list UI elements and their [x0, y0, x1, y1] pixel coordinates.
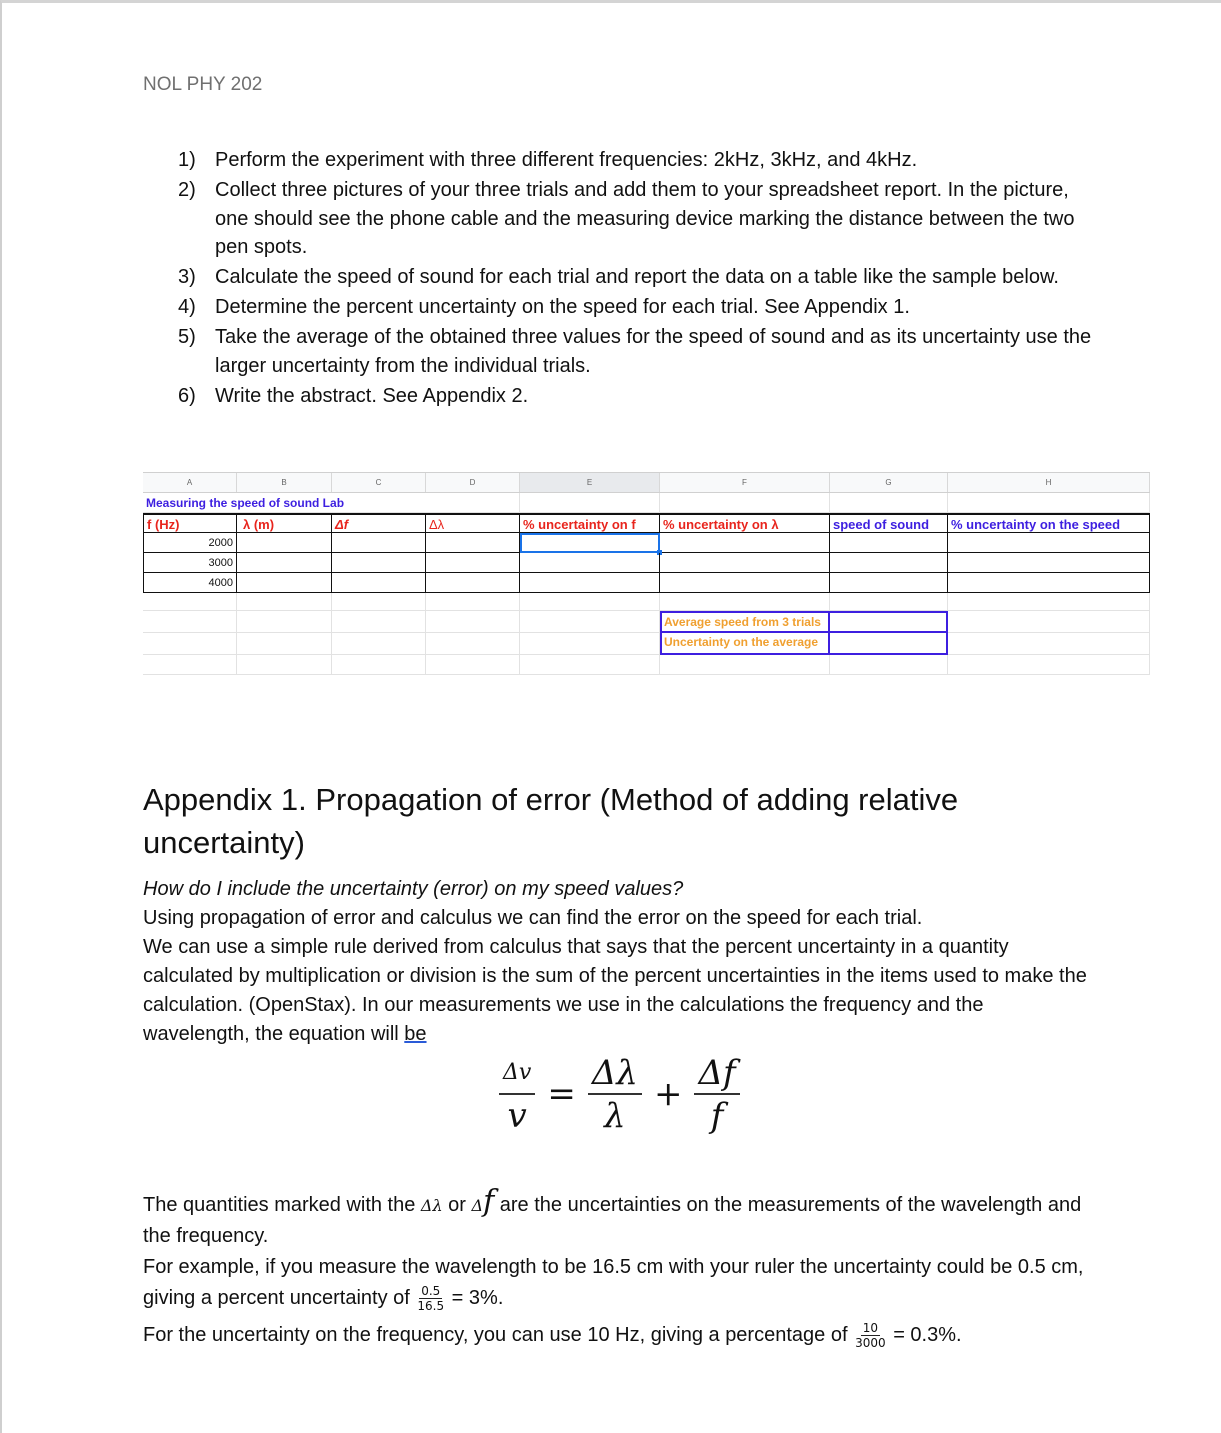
sheet-title: Measuring the speed of sound Lab: [143, 493, 520, 513]
appendix-paragraph: The quantities marked with the Δλ or Δf are the uncertainties on the measurements of the wavelength and the frequency.: [143, 1184, 1082, 1247]
cell[interactable]: [237, 573, 332, 593]
title-row: [143, 493, 1150, 513]
cell[interactable]: [426, 553, 520, 573]
cell: [426, 655, 520, 675]
fraction-df-f: $\frac{\Delta f}{f}$: [694, 1053, 739, 1137]
list-item: 6) Write the abstract. See Appendix 2.: [178, 384, 529, 407]
cell[interactable]: [948, 573, 1150, 593]
header-row: [143, 513, 1150, 533]
cell: [520, 633, 660, 655]
list-item: 4) Determine the percent uncertainty on the speed for each trial. See Appendix 1.: [178, 296, 910, 318]
cell: [520, 655, 660, 675]
cell[interactable]: [830, 553, 948, 573]
cell[interactable]: [332, 533, 426, 553]
cell: [830, 655, 948, 675]
cell: [426, 593, 520, 611]
list-item: 5) Take the average of the obtained three values for the speed of sound and as its uncertainty use the larger uncertainty from the individual trials.: [178, 326, 1092, 377]
cell[interactable]: [948, 533, 1150, 553]
cell[interactable]: [660, 553, 830, 573]
header-delta-f: Δf: [332, 513, 426, 533]
cell: [520, 493, 660, 513]
list-item: 3) Calculate the speed of sound for each trial and report the data on a table like the sample below.: [178, 266, 1059, 288]
appendix-paragraph: We can use a simple rule derived from calculus that says that the percent uncertainty in a quantity calculated by multiplication or division is the sum of the percent uncertainties in the items used to make the calculation. (OpenStax). In our measurements we use in the calculations the frequency and the wavelength, the equation will be: [143, 936, 1087, 1045]
cell: [143, 611, 237, 633]
appendix-question: How do I include the uncertainty (error) on my speed values?: [143, 878, 684, 900]
header-f-hz: f (Hz): [143, 513, 237, 533]
cell[interactable]: [830, 533, 948, 553]
column-header-c: C: [332, 473, 426, 492]
cell-frequency: 2000: [143, 533, 237, 553]
cell[interactable]: [426, 533, 520, 553]
cell[interactable]: [332, 553, 426, 573]
cell: [948, 611, 1150, 633]
cell: [830, 493, 948, 513]
cell[interactable]: [948, 553, 1150, 573]
cell: [426, 611, 520, 633]
cell: [237, 655, 332, 675]
cell: [332, 633, 426, 655]
cell: [332, 593, 426, 611]
cell[interactable]: [237, 533, 332, 553]
cell-frequency: 3000: [143, 553, 237, 573]
cell: [948, 493, 1150, 513]
cell: [237, 633, 332, 655]
cell: [143, 593, 237, 611]
spellcheck-underlined-word: be: [404, 1023, 427, 1045]
empty-row: [143, 593, 1150, 611]
fraction-0.5-16.5: $\frac{0.5}{16.5}$: [417, 1284, 445, 1314]
cell: [237, 611, 332, 633]
average-speed-label: Average speed from 3 trials: [660, 611, 830, 633]
list-item: 2) Collect three pictures of your three trials and add them to your spreadsheet report. In the picture, one should see the phone cable and the measuring device marking the distance between the two pen spots.: [178, 179, 1075, 258]
header-speed: speed of sound: [830, 513, 948, 533]
cell: [660, 593, 830, 611]
column-header-f: F: [660, 473, 830, 492]
column-headers: [143, 472, 1150, 493]
cell[interactable]: [830, 573, 948, 593]
cell: [948, 633, 1150, 655]
summary-row-uncertainty: [143, 633, 1150, 655]
appendix-paragraph: Using propagation of error and calculus we can find the error on the speed for each trial.: [143, 907, 923, 929]
cell[interactable]: [332, 573, 426, 593]
cell: [520, 593, 660, 611]
table-row: [143, 573, 1150, 593]
table-row: [143, 553, 1150, 573]
column-header-h: H: [948, 473, 1150, 492]
appendix-paragraph: For the uncertainty on the frequency, you can use 10 Hz, giving a percentage of $\frac{10}{3000}$ = 0.3%.: [143, 1321, 962, 1351]
cell-frequency: 4000: [143, 573, 237, 593]
cell[interactable]: [520, 553, 660, 573]
column-header-d: D: [426, 473, 520, 492]
cell: [948, 655, 1150, 675]
header-delta-lambda: Δλ: [426, 513, 520, 533]
appendix-explanation: [143, 1184, 1103, 1351]
selected-cell[interactable]: [520, 533, 660, 553]
appendix-title: Appendix 1. Propagation of error (Method of adding relative uncertainty): [143, 782, 959, 860]
cell[interactable]: [426, 573, 520, 593]
header-pct-lambda: % uncertainty on λ: [660, 513, 830, 533]
header-pct-f: % uncertainty on f: [520, 513, 660, 533]
cell: [332, 611, 426, 633]
column-header-b: B: [237, 473, 332, 492]
uncertainty-average-value[interactable]: [830, 633, 948, 655]
table-row: [143, 533, 1150, 553]
appendix-body: [143, 875, 1093, 1049]
uncertainty-average-label: Uncertainty on the average: [660, 633, 830, 655]
summary-row-average: [143, 611, 1150, 633]
cell: [830, 593, 948, 611]
cell[interactable]: [660, 533, 830, 553]
instruction-list: [178, 146, 1098, 412]
average-speed-value[interactable]: [830, 611, 948, 633]
appendix-paragraph: For example, if you measure the wavelength to be 16.5 cm with your ruler the uncertainty could be 0.5 cm, giving a percent uncertainty of $\frac{0.5}{16.5}$ = 3%.: [143, 1256, 1084, 1314]
cell: [143, 655, 237, 675]
cell: [237, 593, 332, 611]
fraction-dv-v: $\frac{\Delta v}{v}$: [499, 1053, 535, 1137]
fraction-dlambda-lambda: $\frac{\Delta\lambda}{\lambda}$: [588, 1053, 642, 1137]
empty-row: [143, 655, 1150, 675]
column-header-g: G: [830, 473, 948, 492]
cell[interactable]: [660, 573, 830, 593]
cell: [520, 611, 660, 633]
header-pct-speed: % uncertainty on the speed: [948, 513, 1150, 533]
header-lambda: λ (m): [237, 513, 332, 533]
cell: [660, 655, 830, 675]
cell: [332, 655, 426, 675]
course-header: NOL PHY 202: [143, 74, 263, 95]
cell: [948, 593, 1150, 611]
cell[interactable]: [237, 553, 332, 573]
cell: [143, 633, 237, 655]
list-item: 1) Perform the experiment with three different frequencies: 2kHz, 3kHz, and 4kHz.: [178, 149, 918, 171]
cell: [426, 633, 520, 655]
spreadsheet-sample: [143, 472, 1150, 675]
fraction-10-3000: $\frac{10}{3000}$: [855, 1321, 886, 1351]
column-header-e: E: [520, 473, 660, 492]
error-propagation-equation: $\frac{\Delta v}{v}$ = $\frac{\Delta\lambda}{\lambda}$ + $\frac{\Delta f}{f}$: [493, 1053, 746, 1137]
cell: [660, 493, 830, 513]
column-header-a: A: [143, 473, 237, 492]
cell[interactable]: [520, 573, 660, 593]
